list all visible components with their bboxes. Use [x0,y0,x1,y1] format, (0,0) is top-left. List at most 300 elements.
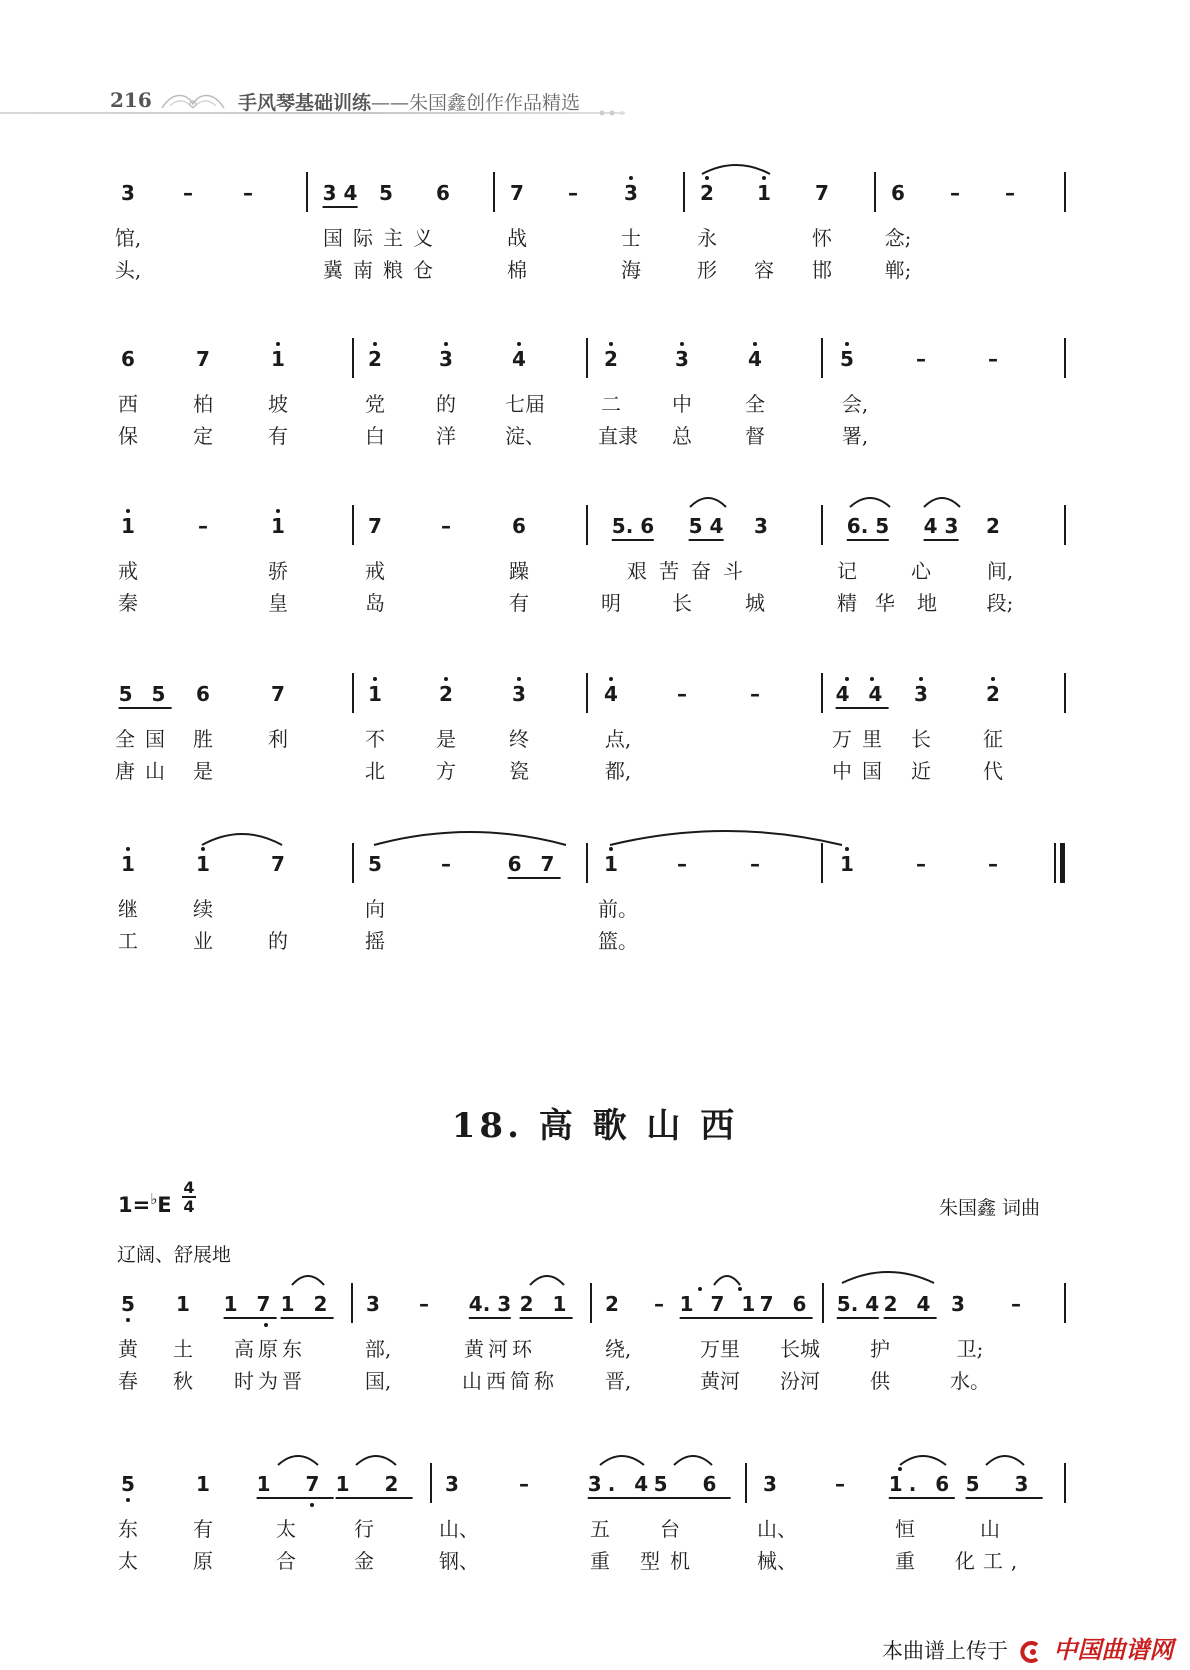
slur [898,1451,948,1467]
page-number: 216 [110,88,152,112]
lyric: 摇 [365,929,385,953]
note: – [441,852,451,876]
barline [683,172,685,212]
high-octave-dot [276,509,280,513]
lyric: 山、 [439,1517,479,1541]
note: 3. 4 [588,1473,654,1499]
lyric: 七届 [505,392,545,416]
barline [874,172,876,212]
lyric: 长 [911,727,931,751]
lyric: 恒 [895,1517,915,1541]
note: 1. 6 [889,1473,955,1499]
lyric: 原 [193,1549,213,1573]
key-signature [118,1178,195,1217]
barline [430,1463,432,1503]
note: 5. 4 [837,1293,879,1319]
note: 4. 3 [469,1293,511,1319]
lyric: 淀、 [505,424,545,448]
high-octave-dot [991,677,995,681]
lyric: 金 [354,1549,374,1573]
lyric: 万里 [700,1337,740,1361]
lyric: 会, [841,392,869,416]
lyric: 工 [118,929,138,953]
high-octave-dot [919,677,923,681]
note: 3 [445,1472,459,1496]
barline [1064,172,1066,212]
note: 5 6 [654,1473,731,1499]
note: 6 7 [508,853,561,879]
lyric: 黄河 [700,1369,740,1393]
note: 1 [271,347,285,371]
note: 4 4 [836,683,889,709]
lyric: 岛 [365,591,385,615]
note: – [1005,181,1015,205]
flat-sign: ♭ [150,1190,158,1208]
final-barline-thin [1054,843,1056,883]
slur [200,829,284,847]
lyric: 华 [875,591,895,615]
book-title-main: 手风琴基础训练 [238,92,372,114]
lyric: 长 [672,591,692,615]
note: 1 [196,1472,210,1496]
note: – [750,682,760,706]
high-octave-dot [373,677,377,681]
barline [821,338,823,378]
lyric: 署, [841,424,869,448]
slur [290,1271,326,1287]
high-octave-dot [126,509,130,513]
lyric: 郸; [884,258,912,282]
lyric: 城 [745,591,765,615]
lyric: 西 [118,392,138,416]
song-title: 18. 高 歌 山 西 [451,1106,739,1146]
low-octave-dot [126,1498,130,1502]
lyric: 绕, [604,1337,632,1361]
lyric: 山 [980,1517,1000,1541]
lyric: 高原东 [234,1337,306,1361]
lyric: 的 [436,392,456,416]
note: 2 [700,181,714,205]
low-octave-dot [126,1318,130,1322]
high-octave-dot [517,677,521,681]
slur [354,1451,398,1467]
note: – [916,852,926,876]
lyric: 中国 [832,759,892,783]
lyric: 海 [621,258,641,282]
note: 2 4 [884,1293,937,1319]
note: 1 2 [336,1473,413,1499]
high-octave-dot [276,342,280,346]
slur [672,1451,714,1467]
lyric: 利 [268,727,288,751]
note: 2 1 [520,1293,573,1319]
lyric: 终 [509,727,529,751]
barline [352,673,354,713]
note: 6 [436,181,450,205]
lyric: 全 [745,392,765,416]
lyric: 总 [672,424,692,448]
lyric: 明 [601,591,621,615]
lyric: 是 [193,759,213,783]
lyric: 念; [884,226,912,250]
slur [700,160,772,176]
low-octave-dot [264,1323,268,1327]
lyric: 头, [114,258,142,282]
high-octave-dot [444,342,448,346]
time-bottom: 4 [183,1197,195,1216]
high-octave-dot [609,342,613,346]
lyric: 全国 [115,727,175,751]
lyric: 长城 [780,1337,820,1361]
note: 6 [891,181,905,205]
note: 2 [605,1292,619,1316]
note: 2 [439,682,453,706]
barline [745,1463,747,1503]
barline [586,338,588,378]
note: – [419,1292,429,1316]
note: – [568,181,578,205]
note: 6 [196,682,210,706]
barline [306,172,308,212]
slur [372,827,568,847]
note: 7 [271,852,285,876]
high-octave-dot [870,677,874,681]
lyric: 直隶 [598,424,638,448]
upload-watermark [882,1630,1173,1665]
lyric: 唐山 [115,759,175,783]
high-octave-dot [845,847,849,851]
slur [840,1267,936,1285]
lyric: 继 [118,897,138,921]
note: 5 [368,852,382,876]
lyric: 万里 [832,727,892,751]
lyric: 皇 [268,591,288,615]
lyric: 段; [986,591,1014,615]
note: 3 [624,181,638,205]
note: – [835,1472,845,1496]
lyric: 棉 [507,258,527,282]
lyric: 东 [118,1517,138,1541]
note: 4 [512,347,526,371]
lyric: 记 [837,559,857,583]
high-octave-dot [517,342,521,346]
high-octave-dot [898,1467,902,1471]
upload-text: 本曲谱上传于 [882,1639,1008,1663]
lyric: 都, [604,759,632,783]
note: – [441,514,451,538]
lyric: 五 [590,1517,610,1541]
lyric: 近 [911,759,931,783]
note: – [950,181,960,205]
lyric: 艰苦奋斗 [627,559,755,583]
lyric: 二 [601,392,621,416]
note: 5 [379,181,393,205]
high-octave-dot [845,677,849,681]
barline [821,505,823,545]
tempo-marking: 辽阔、舒展地 [117,1244,232,1266]
lyric: 篮。 [598,929,638,953]
note: 7 [368,514,382,538]
note: – [916,347,926,371]
note: – [198,514,208,538]
note: 5 [121,1292,135,1316]
book-title [238,88,580,115]
lyric: 国, [364,1369,392,1393]
lyric: 洋 [436,424,456,448]
barline [352,843,354,883]
note: 1 [840,852,854,876]
high-octave-dot [738,1287,742,1291]
lyric: 形 [697,258,717,282]
lyric: 方 [436,759,456,783]
note: 3 [512,682,526,706]
lyric: 汾河 [780,1369,820,1393]
lyric: 骄 [268,559,288,583]
note: 3 [763,1472,777,1496]
lyric: 有 [509,591,529,615]
lyric: 山西简称 [462,1369,558,1393]
note: 3 [951,1292,965,1316]
lyric: 精 [837,591,857,615]
high-octave-dot [444,677,448,681]
high-octave-dot [629,176,633,180]
barline [1064,673,1066,713]
note: 1 [604,852,618,876]
slur [984,1451,1026,1467]
barline [352,505,354,545]
high-octave-dot [845,342,849,346]
high-octave-dot [680,342,684,346]
note: 1 [121,514,135,538]
barline [1064,338,1066,378]
lyric: 中 [672,392,692,416]
barline [493,172,495,212]
barline [586,843,588,883]
note: 3 [754,514,768,538]
note: 1 7 [224,1293,277,1319]
slur [598,1451,646,1467]
final-barline-thick [1060,843,1065,883]
barline [821,673,823,713]
site-name[interactable]: 中国曲谱网 [1053,1636,1174,1664]
barline [821,843,823,883]
lyric: 续 [193,897,213,921]
lyric: 重 [895,1549,915,1573]
time-top: 4 [183,1178,195,1197]
high-octave-dot [753,342,757,346]
note: 2 [986,682,1000,706]
lyric: 械、 [757,1549,797,1573]
lyric: 不 [365,727,385,751]
lyric: 督 [745,424,765,448]
author-credit: 朱国鑫 词曲 [938,1197,1040,1219]
slur [608,827,844,847]
lyric: 戒 [365,559,385,583]
note: – [677,682,687,706]
lyric: 征 [983,727,1003,751]
high-octave-dot [201,847,205,851]
lyric: 坡 [268,392,288,416]
note: 5. 6 [612,515,654,541]
lyric: 春 [118,1369,138,1393]
note: 5 [121,1472,135,1496]
lyric: 太 [276,1517,296,1541]
lyric: 邯 [812,258,832,282]
note: 1 [271,514,285,538]
lyric: 行 [354,1517,374,1541]
lyric: 太 [118,1549,138,1573]
note: 5 3 [966,1473,1043,1499]
high-octave-dot [698,1287,702,1291]
note: 5 [840,347,854,371]
time-signature [182,1180,196,1214]
barline [1064,1283,1066,1323]
note: – [243,181,253,205]
barline [586,673,588,713]
barline [1064,1463,1066,1503]
high-octave-dot [126,847,130,851]
lyric: 代 [983,759,1003,783]
note: – [750,852,760,876]
lyric: 战 [507,226,527,250]
lyric: 秋 [173,1369,193,1393]
note: 1 7 1 [680,1293,761,1319]
note: 5 4 [689,515,724,541]
note: 7 [271,682,285,706]
high-octave-dot [609,847,613,851]
lyric: 供 [870,1369,890,1393]
note: 4 [748,347,762,371]
note: 1 [757,181,771,205]
slur [688,493,728,509]
note: 1 [176,1292,190,1316]
lyric: 冀南粮仓 [323,258,443,282]
note: 3 4 [323,182,358,208]
note: 1 7 [257,1473,334,1499]
low-octave-dot [310,1503,314,1507]
note: 3 [439,347,453,371]
lyric: 化工, [954,1549,1026,1573]
lyric: 晋, [604,1369,632,1393]
lyric: 的 [268,929,288,953]
barline [586,505,588,545]
lyric: 容 [754,258,774,282]
lyric: 部, [364,1337,392,1361]
site-logo-icon [1019,1640,1043,1664]
note: 7 [196,347,210,371]
note: 1 [368,682,382,706]
note: 1 [121,852,135,876]
key-prefix: 1= [118,1193,151,1217]
note: – [988,852,998,876]
lyric: 有 [268,424,288,448]
note: 2 [986,514,1000,538]
high-octave-dot [705,176,709,180]
high-octave-dot [373,342,377,346]
lyric: 前。 [598,897,638,921]
lyric: 秦 [118,591,138,615]
barline [352,338,354,378]
lyric: 保 [118,424,138,448]
note: 3 [366,1292,380,1316]
barline [351,1283,353,1323]
lyric: 柏 [193,392,213,416]
lyric: 北 [365,759,385,783]
lyric: 黄河环 [464,1337,536,1361]
note: 7 6 [760,1293,813,1319]
lyric: 怀 [812,226,832,250]
lyric: 时为晋 [234,1369,306,1393]
note: – [1011,1292,1021,1316]
note: – [677,852,687,876]
note: 3 [121,181,135,205]
note: – [988,347,998,371]
lyric: 土 [173,1337,193,1361]
lyric: 馆, [114,226,142,250]
note: – [183,181,193,205]
lyric: 党 [365,392,385,416]
barline [590,1283,592,1323]
lyric: 心 [911,559,931,583]
slur [712,1271,742,1287]
note: 2 [368,347,382,371]
lyric: 山、 [757,1517,797,1541]
lyric: 黄 [118,1337,138,1361]
note: 7 [815,181,829,205]
note: 1 [196,852,210,876]
lyric: 间, [986,559,1014,583]
lyric: 士 [621,226,641,250]
lyric: 是 [436,727,456,751]
lyric: 型机 [640,1549,700,1573]
lyric: 有 [193,1517,213,1541]
slur [276,1451,320,1467]
slur [528,1271,566,1287]
note: 1 2 [281,1293,334,1319]
lyric: 钢、 [439,1549,479,1573]
key-letter: E [157,1193,172,1217]
note: 6 [121,347,135,371]
dots-ornament-icon [598,108,638,118]
note: 3 [914,682,928,706]
lyric: 胜 [193,727,213,751]
lyric: 白 [365,424,385,448]
lyric: 定 [193,424,213,448]
lyric: 瓷 [509,759,529,783]
lyric: 护 [870,1337,890,1361]
ornament-icon [158,84,228,116]
barline [822,1283,824,1323]
lyric: 地 [917,591,937,615]
note: 3 [675,347,689,371]
note: – [654,1292,664,1316]
lyric: 卫; [956,1337,984,1361]
note: 6 [512,514,526,538]
lyric: 躁 [509,559,529,583]
high-octave-dot [609,677,613,681]
slur [848,493,892,509]
lyric: 重 [590,1549,610,1573]
lyric: 合 [276,1549,296,1573]
note: 4 [604,682,618,706]
note: 6. 5 [847,515,889,541]
slur [922,493,962,509]
lyric: 点, [604,727,632,751]
note: – [519,1472,529,1496]
high-octave-dot [762,176,766,180]
lyric: 台 [660,1517,680,1541]
lyric: 国际主义 [323,226,443,250]
